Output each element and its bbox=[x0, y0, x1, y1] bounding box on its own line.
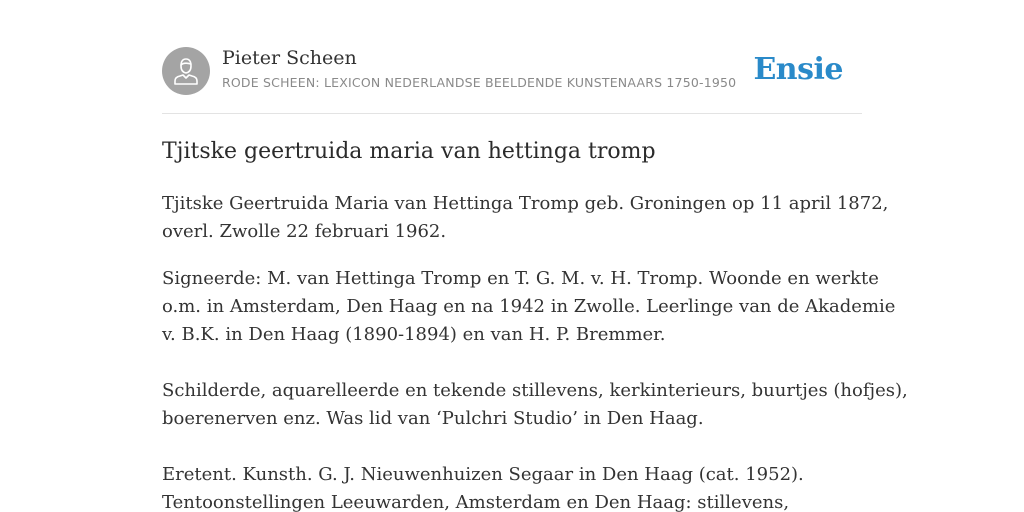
brand-logo[interactable]: Ensie bbox=[753, 52, 843, 87]
text-line: Tentoonstellingen Leeuwarden, Amsterdam en Den Haag: stillevens, bbox=[162, 492, 790, 512]
paragraph-birth bbox=[162, 190, 889, 246]
text-line: o.m. in Amsterdam, Den Haag en na 1942 in Zwolle. Leerlinge van de Akademie bbox=[162, 296, 896, 317]
source-title[interactable]: RODE SCHEEN: LEXICON NEDERLANDSE BEELDENDE KUNSTENAARS 1750-1950 bbox=[222, 75, 737, 90]
text-line: overl. Zwolle 22 februari 1962. bbox=[162, 221, 447, 242]
text-line: Eretent. Kunsth. G. J. Nieuwenhuizen Segaar in Den Haag (cat. 1952). bbox=[162, 464, 804, 485]
article-body bbox=[162, 190, 908, 512]
paragraph-biography bbox=[162, 265, 908, 512]
author-avatar[interactable] bbox=[162, 47, 210, 95]
article-title: Tjitske geertruida maria van hettinga tromp bbox=[162, 139, 656, 164]
user-silhouette-icon bbox=[162, 47, 210, 95]
text-line: Tjitske Geertruida Maria van Hettinga Tromp geb. Groningen op 11 april 1872, bbox=[162, 193, 889, 214]
blank-line bbox=[162, 433, 862, 461]
text-line: Schilderde, aquarelleerde en tekende stillevens, kerkinterieurs, buurtjes (hofjes), bbox=[162, 380, 908, 401]
text-line: boerenerven enz. Was lid van ‘Pulchri Studio’ in Den Haag. bbox=[162, 408, 704, 429]
text-line: Signeerde: M. van Hettinga Tromp en T. G. M. v. H. Tromp. Woonde en werkte bbox=[162, 268, 879, 289]
article-header bbox=[162, 46, 862, 114]
text-line: v. B.K. in Den Haag (1890-1894) en van H. P. Bremmer. bbox=[162, 324, 666, 345]
blank-line bbox=[162, 349, 862, 377]
author-name[interactable]: Pieter Scheen bbox=[222, 47, 357, 69]
